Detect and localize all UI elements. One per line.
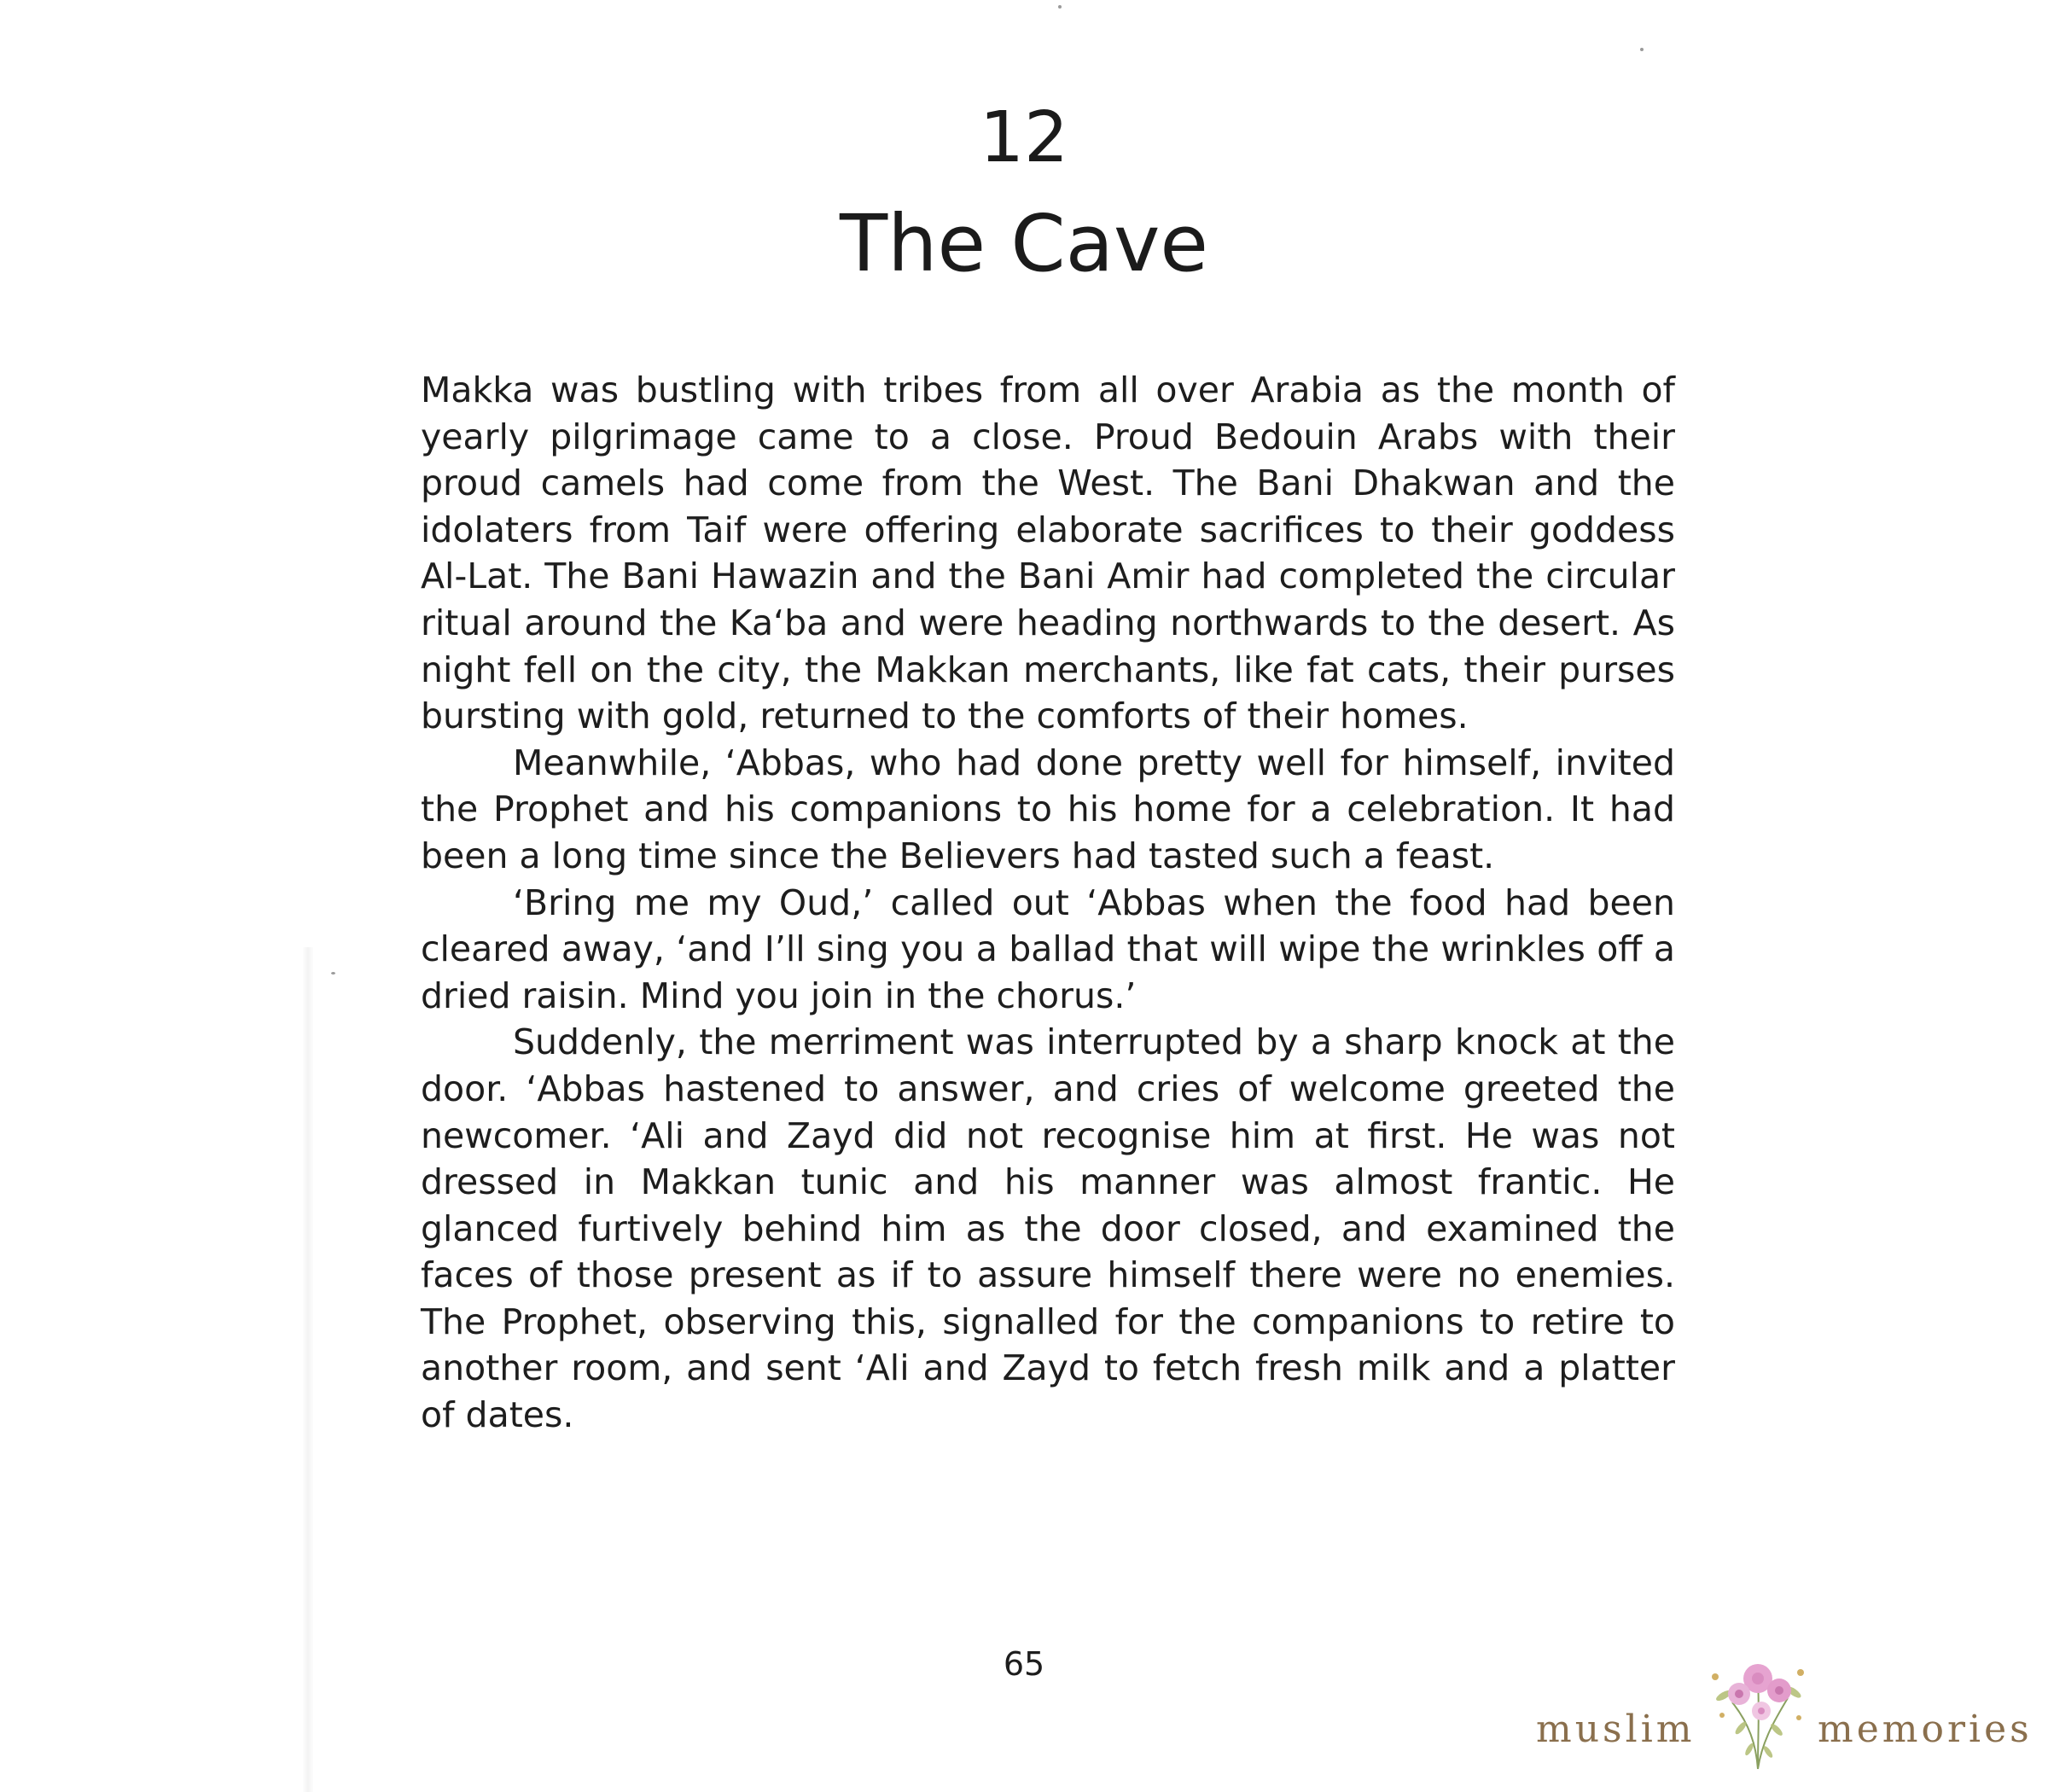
scan-speck	[331, 972, 335, 975]
watermark-text-right: memories	[1818, 1708, 2033, 1751]
scan-speck	[1640, 48, 1644, 51]
paragraph-3: ‘Bring me my Oud,’ called out ‘Abbas when the food had been cleared away, ‘and I’ll sing you a ballad that will wipe the wrinkles off a dried raisin. Mind you join in the chorus.’	[421, 881, 1675, 1016]
scan-speck	[1058, 5, 1062, 9]
page-number: 65	[1003, 1645, 1045, 1683]
paragraph-4: Suddenly, the merriment was interrupted by a sharp knock at the door. ‘Abbas hastened to answer, and cries of welcome greeted the newcomer. ‘Ali and Zayd did not recognise him at first. He was not dressed in Makkan tunic and his manner was almost frantic. He glanced furtively behind him as the door closed, and examined the faces of those present as if to assure himself there were no enemies. The Prophet, observing this, signalled for the companions to retire to another room, and sent ‘Ali and Zayd to fetch fresh milk and a platter of dates.	[421, 1021, 1675, 1436]
chapter-number: 12	[979, 97, 1069, 178]
flower-bouquet-icon	[1698, 1643, 1818, 1771]
chapter-body	[421, 367, 1675, 1439]
watermark-text-left: muslim	[1536, 1708, 1696, 1751]
paragraph-2: Meanwhile, ‘Abbas, who had done pretty well for himself, invited the Prophet and his companions to his home for a celebration. It had been a long time since the Believers had tasted such a feast.	[421, 742, 1675, 876]
paragraph-1: Makka was bustling with tribes from all over Arabia as the month of yearly pilgrimage came to a close. Proud Bedouin Arabs with their proud camels had come from the West. The Bani Dhakwan and the idolaters from Taif were offering elaborate sacrifices to their goddess Al-Lat. The Bani Hawazin and the Bani Amir had completed the circular ritual around the Ka‘ba and were heading northwards to the desert. As night fell on the city, the Makkan merchants, like fat cats, their purses bursting with gold, returned to the comforts of their homes.	[421, 369, 1675, 737]
chapter-title: The Cave	[839, 198, 1208, 289]
watermark-logo	[1527, 1643, 2039, 1771]
